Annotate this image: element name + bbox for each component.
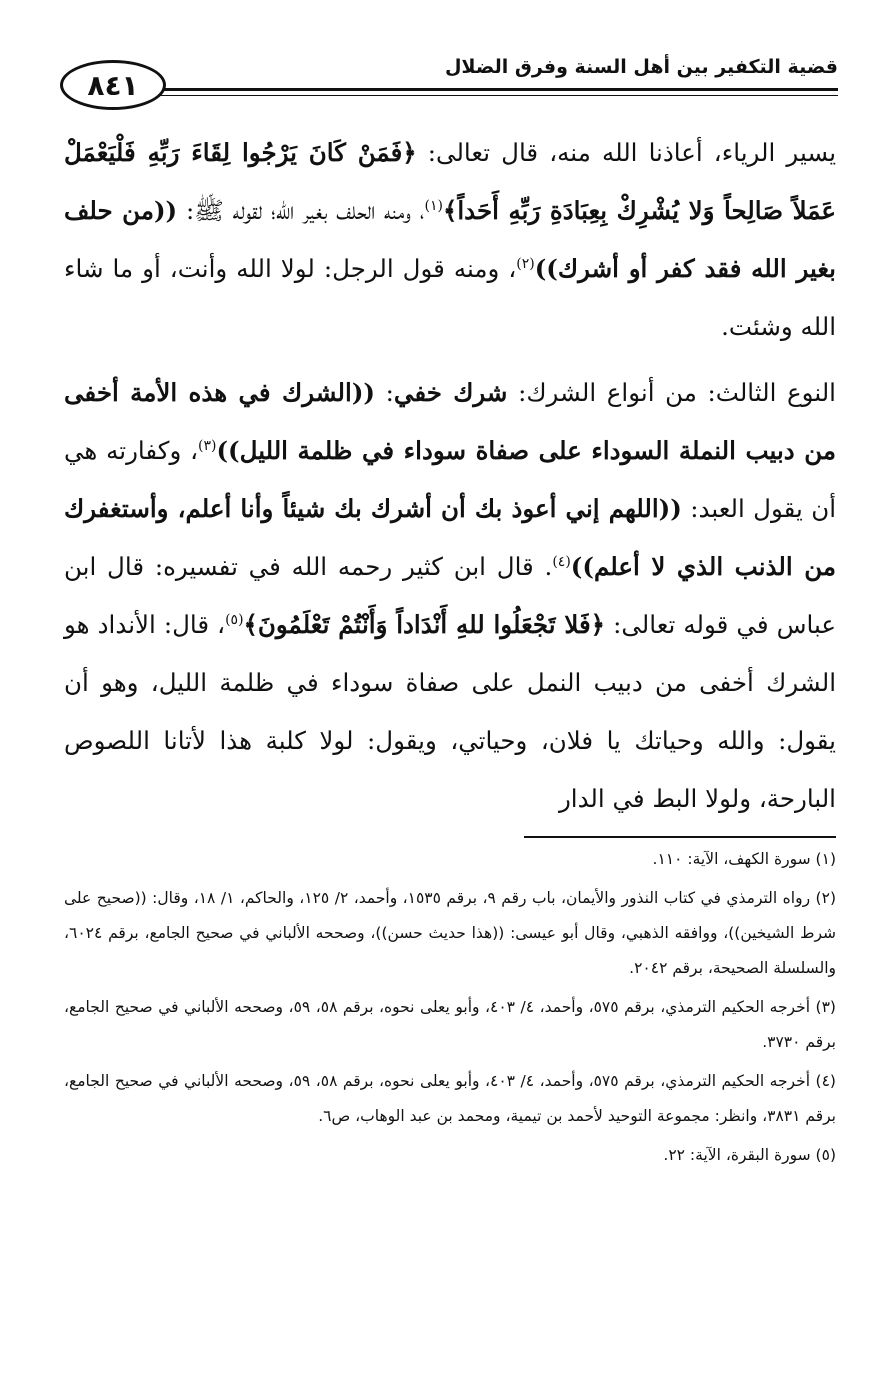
footnote-number: (١) <box>815 850 836 868</box>
footnote-ref: (٥) <box>225 611 244 628</box>
hadith-quote: ((الشرك في هذه الأمة أخفى من دبيب النملة السوداء على صفاة سوداء في ظلمة الليل)) <box>64 378 836 465</box>
paragraph-2 <box>64 364 836 828</box>
footnote-number: (٥) <box>815 1146 836 1164</box>
footnote-3 <box>64 990 836 1060</box>
quran-verse: ﴿فَلا تَجْعَلُوا للهِ أَنْدَاداً وَأَنْتُمْ تَعْلَمُونَ﴾ <box>243 610 606 639</box>
footnote-1 <box>64 842 836 877</box>
paragraph-1 <box>64 124 836 356</box>
footnote-number: (٤) <box>815 1072 836 1090</box>
footnote-ref: (٢) <box>516 255 535 272</box>
term-highlight: شرك خفي <box>393 378 508 407</box>
footnote-text: رواه الترمذي في كتاب النذور والأيمان، باب رقم ٩، برقم ١٥٣٥، وأحمد، ٢/ ١٢٥، والحاكم، ١/ ١٨، وقال: ((صحيح على شرط الشيخين))، ووافقه الذهبي، وقال أبو عيسى: ((هذا حديث حسن))، وصححه الألباني في صحيح الجامع، برقم ٦٠٢٤، والسلسلة الصحيحة، برقم ٢٠٤٢. <box>64 889 836 977</box>
footnote-text: أخرجه الحكيم الترمذي، برقم ٥٧٥، وأحمد، ٤/ ٤٠٣، وأبو يعلى نحوه، برقم ٥٨، ٥٩، وصححه الألباني في صحيح الجامع، برقم ٣٨٣١، وانظر: مجموعة التوحيد لأحمد بن تيمية، ومحمد بن عبد الوهاب، ص٦. <box>64 1072 836 1125</box>
text-span: ، ومنه قول الرجل: لولا الله وأنت، أو ما شاء الله وشئت. <box>64 254 836 341</box>
dua-quote: ((اللهم إني أعوذ بك أن أشرك بك شيئاً وأنا أعلم، وأستغفرك من الذنب الذي لا أعلم)) <box>64 494 836 581</box>
footnote-text: سورة الكهف، الآية: ١١٠. <box>652 850 811 868</box>
page-number: ٨٤١ <box>60 60 166 110</box>
footnote-ref: (١) <box>424 197 443 214</box>
text-span: ، وكفارته هي أن يقول العبد: <box>64 436 837 523</box>
footnote-ref: (٣) <box>197 437 217 454</box>
footnote-4 <box>64 1064 836 1134</box>
footnote-separator <box>524 836 836 838</box>
footnote-number: (٣) <box>815 998 836 1016</box>
footnote-text: أخرجه الحكيم الترمذي، برقم ٥٧٥، وأحمد، ٤/ ٤٠٣، وأبو يعلى نحوه، برقم ٥٨، ٥٩، وصححه الألباني في صحيح الجامع، برقم ٣٧٣٠. <box>64 998 836 1051</box>
text-span: ، قال: الأنداد هو الشرك أخفى من دبيب النمل على صفاة سوداء في ظلمة الليل، وهو أن يقول: والله وحياتك يا فلان، وحياتي، ويقول: لولا كلبة هذا لأتانا اللصوص البارحة، ولولا البط في الدار <box>64 610 836 813</box>
footnote-ref: (٤) <box>552 553 571 570</box>
footnote-number: (٢) <box>815 889 836 907</box>
text-span: . قال ابن كثير رحمه الله في تفسيره: قال ابن عباس في قوله تعالى: <box>64 552 836 639</box>
header-rule-thick <box>158 88 838 91</box>
text-span: ، ومنه الحلف بغير الله؛ لقوله ﷺ: <box>177 196 425 225</box>
footnote-2 <box>64 881 836 986</box>
text-span: : <box>375 378 394 407</box>
footnote-text: سورة البقرة، الآية: ٢٢. <box>663 1146 811 1164</box>
text-span: يسير الرياء، أعاذنا الله منه، قال تعالى: <box>416 138 837 167</box>
text-span: النوع الثالث: من أنواع الشرك: <box>507 378 836 407</box>
quran-verse: ﴿فَمَنْ كَانَ يَرْجُوا لِقَاءَ رَبِّهِ فَلْيَعْمَلْ عَمَلاً صَالِحاً وَلا يُشْرِكْ بِعِبَادَةِ رَبِّهِ أَحَداً﴾ <box>64 138 836 225</box>
hadith-quote: ((من حلف بغير الله فقد كفر أو أشرك)) <box>64 196 836 283</box>
footnote-5 <box>64 1138 836 1173</box>
main-text <box>64 124 836 828</box>
header-rule-thin <box>158 95 838 96</box>
footnotes <box>64 842 836 1177</box>
running-title: قضية التكفير بين أهل السنة وفرق الضلال <box>444 56 838 78</box>
page-header <box>60 52 838 112</box>
